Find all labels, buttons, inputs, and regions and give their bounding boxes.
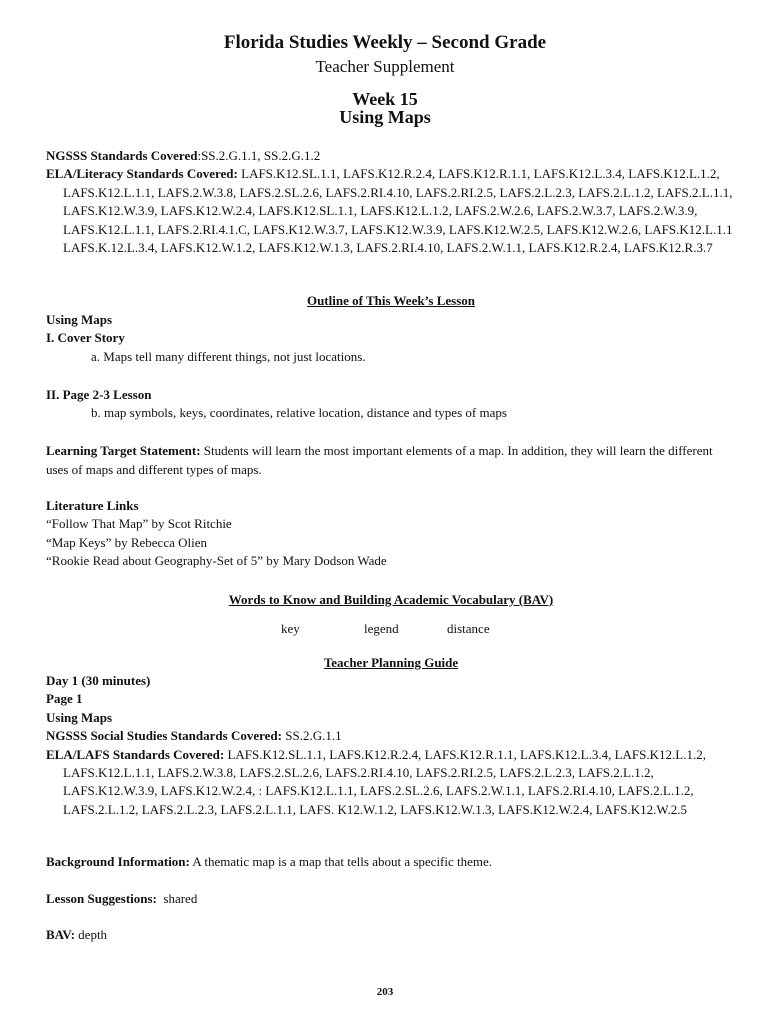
planning-ela-value: LAFS.K12.SL.1.1, LAFS.K12.R.2.4, LAFS.K12.R.1.1, LAFS.K12.L.3.4, LAFS.K12.L.1.2, LAFS.K12.L.1.1, LAFS.2.W.3.8, LAFS.2.SL.2.6, LAFS.2.RI.4.10, LAFS.2.RI.2.5, LAFS.2.L.2.3, LAFS.2.L.1.2, LAFS.K12.W.3.9, LAFS.K12.W.2.4, : LAFS.K12.L.1.1, LAFS.2.SL.2.6, LAFS.2.W.1.1, LAFS.2.RI.4.10, LAFS.2.L.1.2, LAFS.2.L.1.2, LAFS.2.L.2.3, LAFS.2.L.1.1, LAFS. K12.W.1.2, LAFS.K12.W.1.3, LAFS.K12.W.2.4, LAFS.K12.W.2.5 bbox=[63, 746, 706, 817]
standards-section bbox=[46, 147, 736, 257]
planning-ela-label: ELA/LAFS Standards Covered: bbox=[46, 746, 225, 762]
page-number: 203 bbox=[376, 986, 394, 998]
background-text: A thematic map is a map that tells about a specific theme. bbox=[189, 854, 493, 869]
bav-label: BAV: bbox=[46, 927, 75, 942]
ela-label: ELA/Literacy Standards Covered: bbox=[46, 166, 238, 182]
ela-value: LAFS.K12.SL.1.1, LAFS.K12.R.2.4, LAFS.K12.R.1.1, LAFS.K12.L.3.4, LAFS.K12.L.1.2, LAFS.K12.L.1.1, LAFS.2.W.3.8, LAFS.2.SL.2.6, LAFS.2.RI.4.10, LAFS.2.RI.2.5, LAFS.2.L.2.3, LAFS.2.L.1.2, LAFS.2.L.1.1, LAFS.K12.W.3.9, LAFS.K12.W.2.4, LAFS.K12.SL.1.1, LAFS.K12.L.1.2, LAFS.2.W.2.6, LAFS.2.W.3.7, LAFS.2.W.3.9, LAFS.K12.L.1.1, LAFS.2.RI.4.1.C, LAFS.K12.W.3.7, LAFS.K12.W.3.9, LAFS.K12.W.2.5, LAFS.K12.W.2.6, LAFS.K12.L.1.1 LAFS.K.12.L.3.4, LAFS.K12.W.1.2, LAFS.K12.W.1.3, LAFS.2.RI.4.10, LAFS.2.W.1.1, LAFS.K12.R.2.4, LAFS.K12.R.3.7 bbox=[63, 166, 733, 256]
bav bbox=[46, 926, 736, 944]
outline-item-b: b. map symbols, keys, coordinates, relative location, distance and types of maps bbox=[91, 405, 507, 421]
planning-topic: Using Maps bbox=[46, 709, 113, 725]
ngsss-label: NGSSS Standards Covered bbox=[46, 148, 198, 163]
suggestions-text: shared bbox=[156, 891, 198, 906]
planning-day: Day 1 (30 minutes) bbox=[46, 673, 151, 688]
vocab-word-distance: distance bbox=[447, 621, 490, 636]
ngsss-standards-line bbox=[46, 147, 736, 165]
learning-target bbox=[46, 441, 736, 479]
suggestions-label: Lesson Suggestions: bbox=[46, 891, 157, 906]
outline-section-2-block bbox=[46, 386, 736, 423]
literature-item: “Map Keys” by Rebecca Olien bbox=[46, 534, 207, 550]
learning-target-label: Learning Target Statement: bbox=[46, 443, 201, 458]
literature-links bbox=[46, 497, 736, 571]
vocabulary-heading-text: Words to Know and Building Academic Vocabulary (BAV) bbox=[228, 592, 554, 607]
planning-section bbox=[46, 672, 736, 819]
document-title: Florida Studies Weekly – Second Grade bbox=[223, 32, 547, 53]
planning-ela-paragraph bbox=[46, 746, 736, 820]
planning-ngsss-value: SS.2.G.1.1 bbox=[281, 728, 342, 744]
planning-page: Page 1 bbox=[46, 691, 83, 707]
background-label: Background Information: bbox=[46, 854, 190, 869]
literature-heading: Literature Links bbox=[46, 498, 139, 513]
ngsss-value: :SS.2.G.1.1, SS.2.G.1.2 bbox=[197, 148, 321, 163]
outline-heading-text: Outline of This Week’s Lesson bbox=[306, 293, 476, 308]
vocab-word-legend: legend bbox=[364, 621, 399, 636]
vocab-word-key: key bbox=[281, 621, 300, 636]
document-subtitle: Teacher Supplement bbox=[315, 57, 455, 76]
planning-heading-text: Teacher Planning Guide bbox=[323, 655, 459, 670]
vocabulary-heading bbox=[46, 591, 736, 609]
planning-ngsss-line bbox=[46, 727, 736, 745]
learning-target-text: Students will learn the most important elements of a map. In addition, they will learn the different uses of maps and different types of maps. bbox=[46, 443, 713, 477]
outline-section bbox=[46, 311, 736, 366]
ela-standards-paragraph bbox=[46, 165, 736, 257]
outline-heading bbox=[46, 292, 736, 310]
outline-section-1: I. Cover Story bbox=[46, 330, 125, 346]
planning-ngsss-label: NGSSS Social Studies Standards Covered: bbox=[46, 728, 282, 744]
week-label: Week 15 bbox=[352, 89, 418, 109]
outline-section-2: II. Page 2-3 Lesson bbox=[46, 387, 152, 402]
literature-item: “Rookie Read about Geography-Set of 5” by Mary Dodson Wade bbox=[46, 553, 387, 569]
outline-topic: Using Maps bbox=[46, 312, 113, 327]
literature-item: “Follow That Map” by Scot Ritchie bbox=[46, 516, 232, 532]
planning-heading bbox=[46, 654, 736, 672]
background-information bbox=[46, 853, 736, 871]
week-topic: Using Maps bbox=[339, 107, 431, 127]
lesson-suggestions bbox=[46, 890, 736, 908]
bav-text: depth bbox=[74, 927, 108, 942]
outline-item-a: a. Maps tell many different things, not just locations. bbox=[91, 348, 366, 364]
